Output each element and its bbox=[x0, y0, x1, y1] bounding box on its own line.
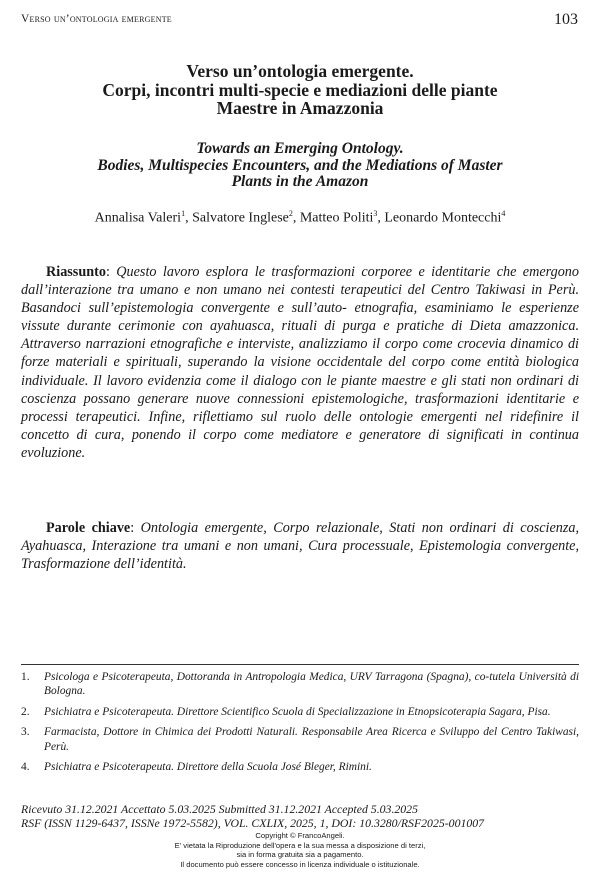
footnote-number: 1. bbox=[21, 671, 30, 683]
author-name: Leonardo Montecchi bbox=[384, 210, 502, 226]
footnote bbox=[21, 670, 579, 699]
footnote-text: Psichiatra e Psicoterapeuta. Direttore Scientifico Scuola di Specializzazione in Etnopsicoterapia Sagara, Pisa. bbox=[44, 705, 551, 718]
author-name: Annalisa Valeri bbox=[94, 210, 182, 226]
running-head bbox=[21, 13, 172, 25]
abstract-text: Questo lavoro esplora le trasformazioni corporee e identitarie che emergono dall’interazione tra umano e non umano nei contesti terapeutici del Centro Takiwasi in Perù. Basandoci sull’epistemologia convergente e sull’auto- etnografia, esaminiamo le esperienze vissute durante cerimonie con ayahuasca, rituali di purga e pratiche di Dieta amazzonica. Attraverso narrazioni etnografiche e interviste, analizziamo il corpo come crocevia dinamico di forze materiali e spirituali, superando la visione occidentale del corpo come entità biologica individuale. Il lavoro evidenzia come il dialogo con le piante maestre e gli stati non ordinari di coscienza possano generare nuove connessioni epistemologiche, trasformazioni identitarie e processi terapeutici. Infine, riflettiamo sul ruolo delle ontologie emergenti nel ridefinire il concetto di cura, ponendo il corpo come mediatore e generatore di significati in continua evoluzione. bbox=[21, 264, 579, 461]
author-footnote-mark[interactable]: 4 bbox=[501, 209, 506, 218]
running-head-initial: V bbox=[21, 13, 30, 25]
running-head-text: erso un’ontologia emergente bbox=[29, 13, 172, 25]
footnote bbox=[21, 705, 579, 719]
copyright-line: E' vietata la Riproduzione dell'opera e la sua messa a disposizione di terzi, bbox=[174, 840, 426, 850]
author-footnote-mark[interactable]: 3 bbox=[373, 209, 378, 218]
keywords-label: Parole chiave bbox=[46, 520, 131, 536]
abstract: Riassunto: Questo lavoro esplora le trasformazioni corporee e identitarie che emergono dall’interazione tra umano e non umano nei contesti terapeutici del Centro Takiwasi in Perù. Basandoci sull’epistemologia convergente e sull’auto- etnografia, esaminiamo le esperienze vissute durante cerimonie con ayahuasca, rituali di purga e pratiche di Dieta amazzonica. Attraverso narrazioni etnografiche e interviste, analizziamo il corpo come crocevia dinamico di forze materiali e spirituali, superando la visione occidentale del corpo come entità biologica individuale. Il lavoro evidenzia come il dialogo con le piante maestre e gli stati non ordinari di coscienza possano generare nuove connessioni epistemologiche, trasformazioni identitarie e processi terapeutici. Infine, riflettiamo sul ruolo delle ontologie emergenti nel ridefinire il concetto di cura, ponendo il corpo come mediatore e generatore di significati in continua evoluzione. bbox=[21, 264, 579, 461]
footnote-text: Farmacista, Dottore in Chimica dei Prodotti Naturali. Responsabile Area Ricerca e Sviluppo del Centro Takiwasi, Perù. bbox=[44, 726, 579, 753]
english-title-line: Towards an Emerging Ontology. bbox=[196, 140, 404, 157]
english-title bbox=[40, 141, 560, 191]
english-title-line: Bodies, Multispecies Encounters, and the Mediations of Master bbox=[97, 156, 503, 174]
keywords-text: Ontologia emergente, Corpo relazionale, Stati non ordinari di coscienza, Ayahuasca, Interazione tra umani e non umani, Cura processuale, Epistemologia convergente, Trasformazione dell’identità. bbox=[21, 520, 580, 573]
italian-title-line: Verso un’ontologia emergente. bbox=[186, 61, 414, 81]
copyright-line: Copyright © FrancoAngeli. bbox=[255, 831, 345, 840]
footnote-number: 4. bbox=[21, 761, 30, 774]
italian-title-line: Maestre in Amazzonia bbox=[216, 98, 384, 118]
footnote-number: 2. bbox=[21, 705, 30, 718]
footnote-text: Psichiatra e Psicoterapeuta. Direttore della Scuola José Bleger, Rimini. bbox=[44, 761, 372, 774]
footnote-text: Psicologa e Psicoterapeuta, Dottoranda in Antropologia Medica, URV Tarragona (Spagna), co-tutela Università di Bologna. bbox=[44, 671, 579, 698]
received-dates: Ricevuto 31.12.2021 Accettato 5.03.2025 Submitted 31.12.2021 Accepted 5.03.2025 bbox=[21, 802, 418, 816]
copyright-notice bbox=[0, 831, 600, 869]
abstract-label: Riassunto bbox=[46, 264, 106, 280]
keywords: Parole chiave: Ontologia emergente, Corpo relazionale, Stati non ordinari di coscienza, Ayahuasca, Interazione tra umani e non umani, Cura processuale, Epistemologia convergente, Trasformazione dell’identità. bbox=[21, 520, 580, 573]
page-number: 103 bbox=[554, 11, 578, 28]
footnotes bbox=[21, 670, 579, 780]
author-footnote-mark[interactable]: 1 bbox=[181, 209, 186, 218]
footnote bbox=[21, 760, 579, 774]
copyright-line: Il documento può essere concesso in licenza individuale o istituzionale. bbox=[180, 859, 420, 869]
author-name: Matteo Politi bbox=[299, 210, 374, 226]
copyright-line: sia in forma gratuita sia a pagamento. bbox=[236, 850, 364, 860]
author-list: Annalisa Valeri$^1$, Salvatore Inglese$^2$, Matteo Politi$^3$, Leonardo Montecchi$^4$ bbox=[94, 209, 506, 226]
publication-info bbox=[21, 803, 586, 830]
author-name: Salvatore Inglese bbox=[192, 210, 289, 226]
english-title-line: Plants in the Amazon bbox=[231, 173, 369, 190]
citation-doi[interactable]: RSF (ISSN 1129-6437, ISSNe 1972-5582), VOL. CXLIX, 2025, 1, DOI: 10.3280/RSF2025-001007 bbox=[21, 815, 485, 830]
italian-title bbox=[40, 62, 560, 118]
footnote bbox=[21, 725, 579, 754]
author-footnote-mark[interactable]: 2 bbox=[288, 209, 293, 218]
italian-title-line: Corpi, incontri multi-specie e mediazioni delle piante bbox=[102, 79, 498, 100]
footnote-divider bbox=[21, 664, 579, 665]
footnote-number: 3. bbox=[21, 726, 30, 739]
